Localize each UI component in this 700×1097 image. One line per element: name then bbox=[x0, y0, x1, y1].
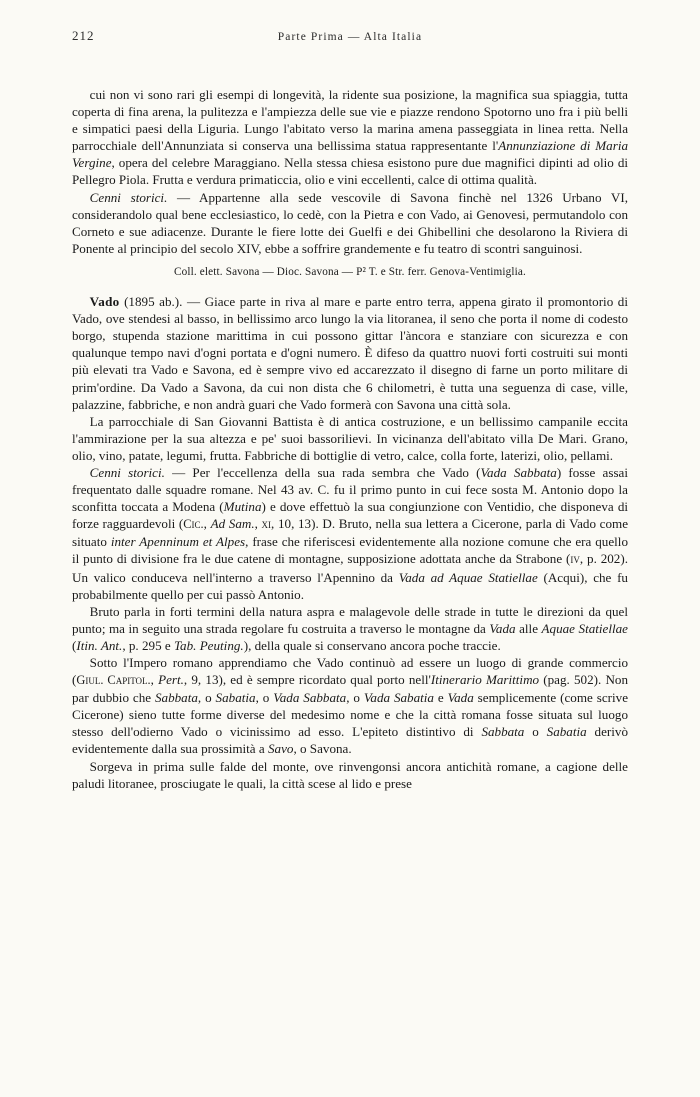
entry-vado: Vado (1895 ab.). — Giace parte in riva al mare e parte entro terra, appena girato il promontorio di Vado, ove stendesi al basso, in bellissimo arco lungo la via litoranea, il seno che porta il nome di codesto borgo, stupenda stazione marittima in cui possono gittar l'àncora e stanziare con sicurezza e con qualunque tempo navi d'ogni portata e d'ogni numero. È difeso da quattro nuovi forti costruiti sui monti più elevati tra Vado e Savona, ed è sempre vivo ed accarezzato il disegno di farne un porto militare di prim'ordine. Da Vado a Savona, da cui non dista che 6 chilometri, è tutta una seguenza di case, ville, palazzine, fabbriche, e non andrà guari che Vado formerà con Savona una città sola. bbox=[72, 294, 628, 412]
body-text-column bbox=[72, 86, 628, 792]
entry-name-vado: Vado bbox=[89, 294, 120, 310]
page-header bbox=[72, 28, 628, 50]
running-head-title: Parte Prima — Alta Italia bbox=[277, 31, 423, 43]
paragraph-cenni-storici-vado: Cenni storici. — Per l'eccellenza della sua rada sembra che Vado (Vada Sabbata) fosse assai frequentato dalle squadre romane. Nel 43 av. C. fu il primo punto in cui fece sosta M. Antonio dopo la sconfitta toccata a Modena (Mutina) e dove effettuò la sua congiunzione con Ventidio, che disponeva di forze ragguardevoli (Cic., Ad Sam., xi, 10, 13). D. Bruto, nella sua lettera a Cicerone, parla di Vado come situato inter Apenninum et Alpes, frase che riferiscesi evidentemente alla nozione comune che era quello il punto di divisione fra le due catene di montagne, supposizione adottata anche da Strabone (iv, p. 202). Un valico conduceva nell'interno a traverso l'Apennino da Vada ad Aquae Statiellae (Acqui), che fu probabilmente quello per cui passò Antonio. bbox=[72, 464, 629, 602]
paragraph-parrocchiale-vado: La parrocchiale di San Giovanni Battista è di antica costruzione, e un bellissimo campanile eccita l'ammirazione per la sua altezza e pe' suoi bassorilievi. In vicinanza dell'abitato villa De Mari. Grano, olio, vino, patate, legumi, frutta. Fabbriche di bottiglie di vetro, calce, colla forte, laterizi, olio, pellami. bbox=[72, 413, 628, 463]
page-number: 212 bbox=[72, 28, 95, 43]
source-citation-line: Coll. elett. Savona — Dioc. Savona — P² T. e Str. ferr. Genova-Ventimiglia. bbox=[174, 265, 526, 278]
paragraph-cenni-storici-spotorno: Cenni storici. — Appartenne alla sede vescovile di Savona finchè nel 1326 Urbano VI, considerandolo qual bene ecclesiastico, lo cedè, con la Pietra e con Vado, ai Genovesi, permutandolo con Corneto e sue adiacenze. Durante le fiere lotte dei Guelfi e dei Ghibellini che desolarono la Riviera di Ponente al principio del secolo XIV, ebbe a soffrire grandemente e fu teatro di scontri sanguinosi. bbox=[72, 189, 628, 256]
paragraph-impero-romano: Sotto l'Impero romano apprendiamo che Vado continuò ad essere un luogo di grande commercio (Giul. Capitol., Pert., 9, 13), ed è sempre ricordato qual porto nell'Itinerario Marittimo (pag. 502). Non par dubbio che Sabbata, o Sabatia, o Vada Sabbata, o Vada Sabatia e Vada semplicemente (come scrive Cicerone) sieno tutte forme diverse del medesimo nome e che la città romana fosse situata sul luogo stesso dell'odierno Vado o vicinissimo ad esso. L'epiteto distintivo di Sabbata o Sabatia derivò evidentemente dalla sua prossimità a Savo, o Savona. bbox=[72, 655, 629, 757]
paragraph-sorgeva-monte: Sorgeva in prima sulle falde del monte, ove rinvengonsi ancora antichità romane, a cagione delle paludi litoranee, prosciugate le quali, la città scese al lido e prese bbox=[72, 758, 628, 791]
paragraph-spotorno: cui non vi sono rari gli esempi di longevità, la ridente sua posizione, la magnifica sua spiaggia, tutta coperta di fina arena, la pulitezza e l'ampiezza delle sue vie e piazze rendono Spotorno uno fra i più belli e simpatici paesi della Liguria. Lungo l'abitato verso la marina amena passeggiata in linea retta. Nella parrocchiale dell'Annunziata si conserva una bellissima statua rappresentante l'Annunziazione di Maria Vergine, opera del celebre Maraggiano. Nella stessa chiesa esistono pure due magnifici dipinti ad olio di Pellegro Piola. Frutta e verdura primaticcia, olio e vini eccellenti, calce di ottima qualità. bbox=[72, 87, 628, 188]
paragraph-bruto-strade: Bruto parla in forti termini della natura aspra e malagevole delle strade in tutte le direzioni da quel punto; ma in seguito una strada regolare fu costruita a traverso le montagne da Vada alle Aquae Statiellae (Itin. Ant., p. 295 e Tab. Peuting.), della quale si conservano ancora poche traccie. bbox=[72, 603, 628, 653]
